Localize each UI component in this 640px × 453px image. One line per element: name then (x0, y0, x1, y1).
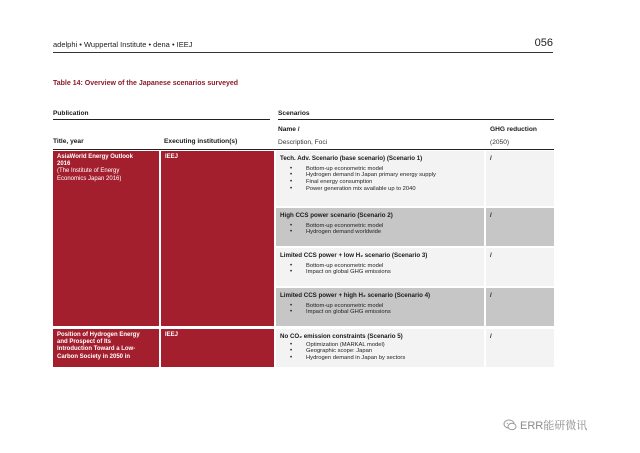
scenario-title: Tech. Adv. Scenario (base scenario) (Scenario 1) (280, 155, 423, 162)
ghg-cell: / (486, 248, 554, 286)
publication-note-line: Economics Japan 2016) (57, 175, 122, 182)
ghg-cell: / (486, 208, 554, 246)
header-authors: adelphi • Wuppertal Institute • dena • IEEJ (53, 40, 193, 49)
scenario-bullet: • Bottom-up econometric model (290, 166, 480, 173)
publication-title-line: Carbon Society in 2050 in (57, 353, 131, 360)
publication-title-line: 2016 (57, 161, 71, 168)
scenario-title: Limited CCS power + high H₂ scenario (Scenario 4) (280, 292, 431, 299)
scenario-bullet: • Impact on global GHG emissions (290, 269, 480, 276)
institution-label: IEEJ (165, 332, 179, 338)
institution-label: IEEJ (165, 154, 179, 160)
publication-title-line: AsiaWorld Energy Outlook (57, 154, 133, 160)
table-caption: Table 14: Overview of the Japanese scenarios surveyed (53, 80, 239, 87)
scenario-row (276, 151, 484, 206)
wechat-icon (503, 418, 517, 432)
publication-title-line: and Prospect of Its (57, 339, 112, 346)
scenarios-group-header: Scenarios (278, 110, 310, 117)
scenario-bullet: • Hydrogen demand in Japan by sectors (290, 355, 480, 362)
scenario-bullet: • Final energy consumption (290, 179, 480, 186)
header-rule (53, 52, 553, 53)
publication-title-line: Position of Hydrogen Energy (57, 332, 140, 338)
scenarios-rule (278, 119, 554, 120)
publication-rule (53, 119, 270, 120)
ghg-cell: / (486, 329, 554, 367)
scenario-row (276, 208, 484, 246)
col-header-executing: Executing institution(s) (164, 138, 238, 145)
scenario-title: Limited CCS power + low H₂ scenario (Scenario 3) (280, 252, 428, 259)
publication-note-line: (The Institute of Energy (57, 168, 120, 175)
page-number: 056 (534, 37, 553, 49)
scenario-bullet: • Bottom-up econometric model (290, 263, 480, 270)
institution-cell (161, 151, 274, 326)
scenario-title: High CCS power scenario (Scenario 2) (280, 212, 393, 219)
scenario-bullet: • Impact on global GHG emissions (290, 309, 480, 316)
col-header-title-year: Title, year (53, 138, 84, 145)
scenario-bullet: • Bottom-up econometric model (290, 223, 480, 230)
scenario-row (276, 329, 484, 367)
col-header-description: Description, Foci (278, 139, 328, 146)
scenario-title: No CO₂ emission constraints (Scenario 5) (280, 333, 403, 340)
scenario-bullet: • Optimization (MARKAL model) (290, 342, 480, 349)
ghg-cell: / (486, 288, 554, 326)
publication-cell (53, 151, 159, 326)
institution-cell (161, 329, 274, 367)
ghg-cell: / (486, 151, 554, 206)
col-header-ghg-year: (2050) (490, 139, 510, 146)
col-header-ghg: GHG reduction (490, 126, 537, 133)
page-header (53, 37, 553, 53)
watermark (503, 416, 623, 434)
col-header-name: Name / (278, 126, 300, 133)
scenario-row (276, 288, 484, 326)
scenario-bullet: • Geographic scope: Japan (290, 348, 480, 355)
publication-title-line: Introduction Toward a Low- (57, 346, 136, 353)
publication-cell (53, 329, 159, 367)
watermark-text: ERR能研微讯 (520, 420, 588, 432)
publication-group-header: Publication (53, 110, 89, 117)
scenario-row (276, 248, 484, 286)
header-bottom-rule (53, 149, 554, 150)
scenario-bullet: • Hydrogen demand worldwide (290, 229, 480, 236)
scenario-bullet: • Power generation mix available up to 2040 (290, 186, 480, 193)
scenario-bullet: • Bottom-up econometric model (290, 303, 480, 310)
scenario-bullet: • Hydrogen demand in Japan primary energy supply (290, 172, 480, 179)
